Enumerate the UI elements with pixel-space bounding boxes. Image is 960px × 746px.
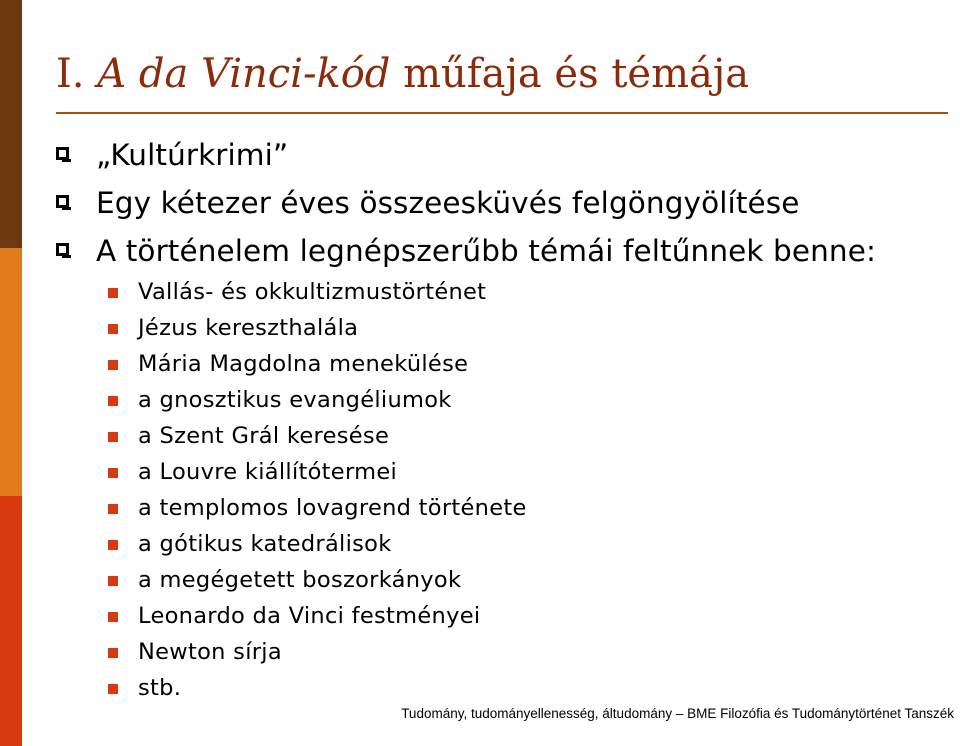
sub-bullet-item: [138, 526, 392, 562]
square-bullet-icon: [108, 648, 118, 658]
bullet-text: Egy kétezer éves összeesküvés felgöngyölítése: [96, 186, 800, 220]
bullet-text: A történelem legnépszerűbb témái feltűnnek benne:: [96, 234, 876, 268]
sub-bullet-text: Jézus kereszthalála: [138, 315, 359, 341]
square-bullet-icon: [108, 432, 118, 442]
sub-bullet-text: a megégetett boszorkányok: [138, 567, 462, 593]
bullet-text: „Kultúrkrimi”: [96, 138, 289, 172]
square-bullet-icon: [108, 468, 118, 478]
sub-bullet-item: [138, 670, 181, 706]
square-bullet-icon: [108, 504, 118, 514]
title-underline: [56, 112, 948, 114]
slide-footer: Tudomány, tudományellenesség, áltudomány – BME Filozófia és Tudománytörténet Tanszék: [401, 706, 954, 721]
sub-bullet-item: [138, 454, 397, 490]
sub-bullet-item: [138, 382, 452, 418]
title-suffix: műfaja és témája: [403, 51, 750, 97]
square-bullet-icon: [108, 360, 118, 370]
square-bullet-icon: [108, 396, 118, 406]
sub-bullet-item: [138, 310, 358, 346]
sub-bullet-text: a Louvre kiállítótermei: [138, 459, 398, 485]
side-stripe-middle: [0, 248, 22, 496]
sub-bullet-item: [138, 418, 389, 454]
sub-bullet-item: [138, 346, 468, 382]
sub-bullet-item: [138, 598, 480, 634]
sub-bullet-item: [138, 634, 282, 670]
sub-bullet-text: Newton sírja: [138, 639, 282, 665]
square-bullet-icon: [108, 288, 118, 298]
square-bullet-icon: [108, 612, 118, 622]
sub-bullet-text: Vallás- és okkultizmustörténet: [138, 279, 487, 305]
sub-bullet-text: a gótikus katedrálisok: [138, 531, 392, 557]
sub-bullet-item: [138, 490, 527, 526]
sub-bullet-text: a Szent Grál keresése: [138, 423, 390, 449]
square-bullet-icon: [108, 684, 118, 694]
hollow-square-bullet-icon: [56, 243, 69, 256]
side-stripe-bottom: [0, 496, 22, 746]
square-bullet-icon: [108, 324, 118, 334]
sub-bullet-text: stb.: [138, 675, 182, 701]
bullet-item: [96, 227, 876, 275]
hollow-square-bullet-icon: [56, 195, 69, 208]
bullet-item: [96, 179, 799, 227]
sub-bullet-text: Leonardo da Vinci festményei: [138, 603, 481, 629]
sub-bullet-item: [138, 562, 461, 598]
bullet-item: [96, 131, 288, 179]
sub-bullet-text: a templomos lovagrend története: [138, 495, 527, 521]
sub-bullet-item: [138, 274, 486, 310]
title-book-name: A da Vinci-kód: [97, 51, 391, 97]
slide-title: [56, 46, 749, 102]
sub-bullet-text: Mária Magdolna menekülése: [138, 351, 469, 377]
square-bullet-icon: [108, 540, 118, 550]
hollow-square-bullet-icon: [56, 147, 69, 160]
side-stripe-top: [0, 0, 22, 248]
title-prefix: I.: [56, 51, 85, 97]
square-bullet-icon: [108, 576, 118, 586]
sub-bullet-text: a gnosztikus evangéliumok: [138, 387, 452, 413]
